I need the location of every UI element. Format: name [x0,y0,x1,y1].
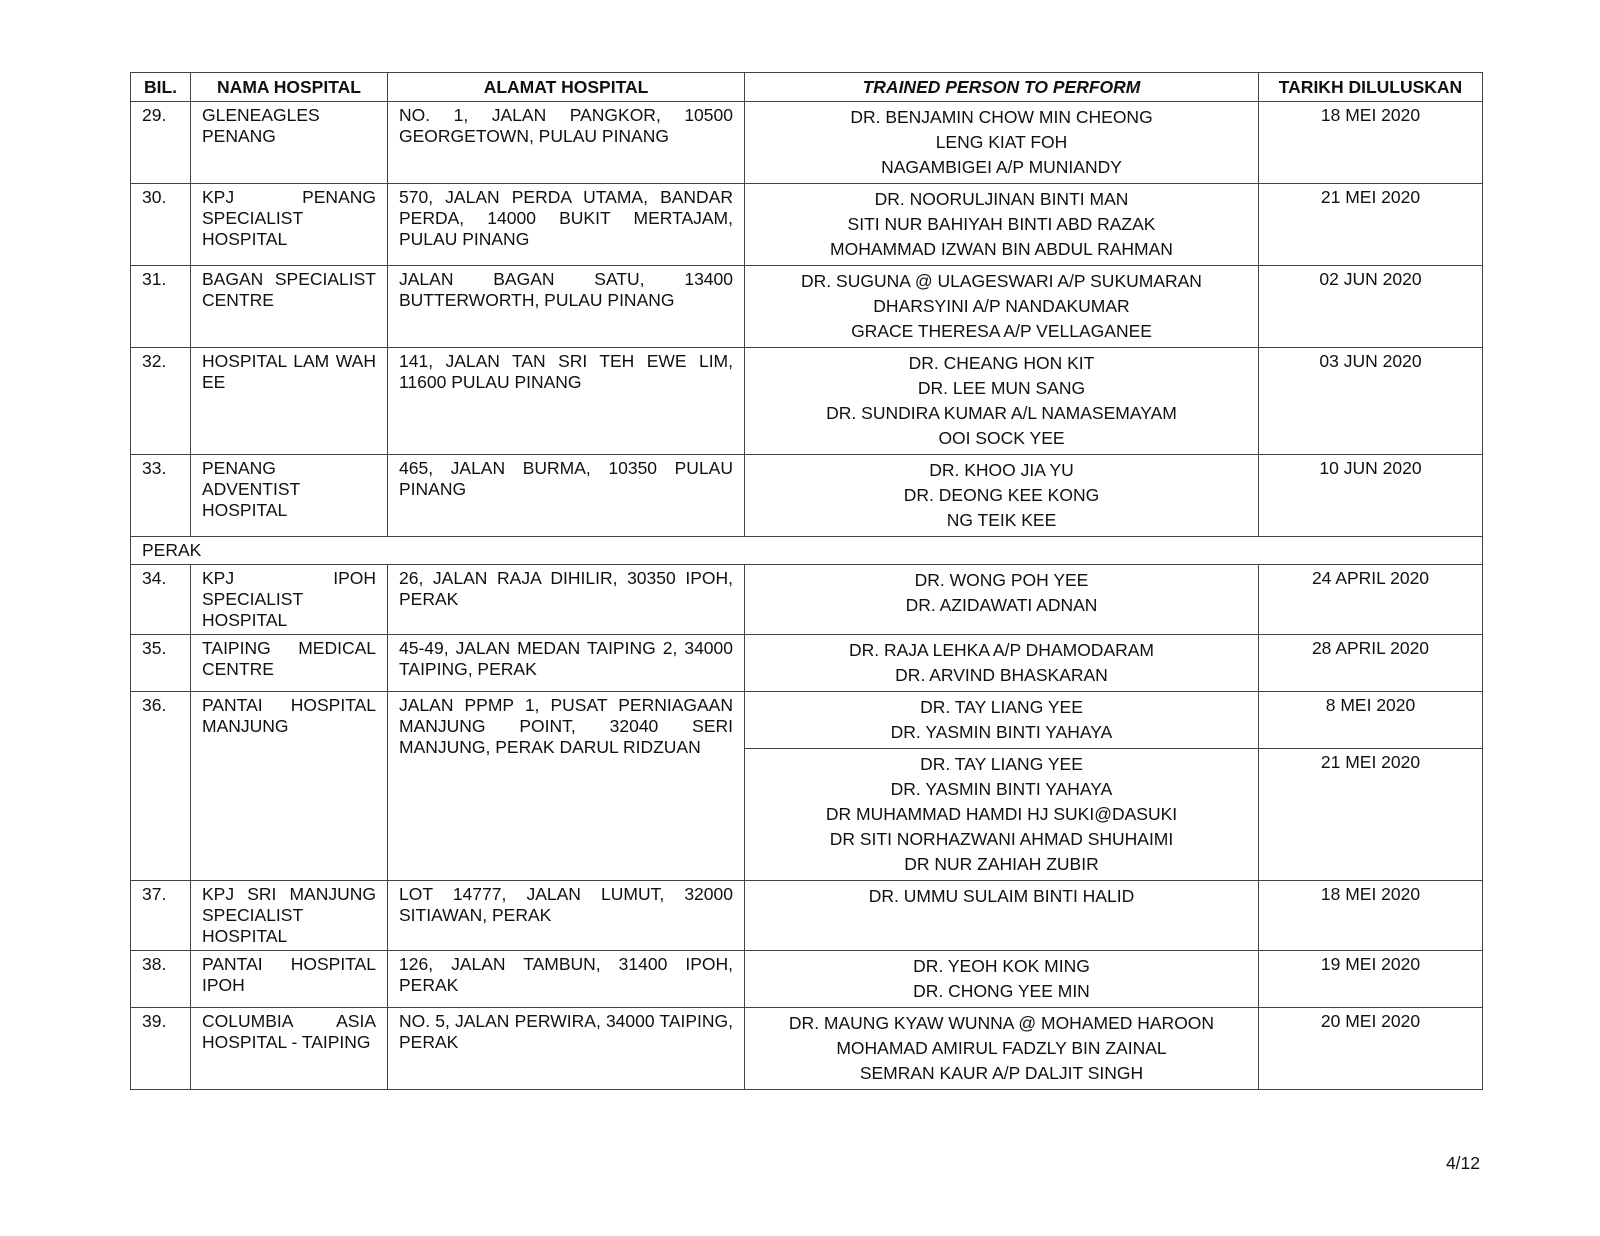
table-row [131,266,1483,348]
trained-person-name: DR. SUNDIRA KUMAR A/L NAMASEMAYAM [826,403,1177,423]
trained-person-name: SITI NUR BAHIYAH BINTI ABD RAZAK [847,214,1156,234]
cell-approval-date: 19 MEI 2020 [1259,951,1483,1008]
trained-person-name: OOI SOCK YEE [938,428,1065,448]
trained-person-name: DR. SUGUNA @ ULAGESWARI A/P SUKUMARAN [801,271,1202,291]
cell-approval-date: 18 MEI 2020 [1259,102,1483,184]
cell-approval-date: 10 JUN 2020 [1259,455,1483,537]
trained-person-name: DR. NOORULJINAN BINTI MAN [874,189,1129,209]
cell-approval-date: 28 APRIL 2020 [1259,635,1483,692]
cell-approval-date: 24 APRIL 2020 [1259,565,1483,635]
cell-approval-date: 03 JUN 2020 [1259,348,1483,455]
cell-hospital-address: 141, JALAN TAN SRI TEH EWE LIM, 11600 PULAU PINANG [388,348,745,455]
cell-trained-persons [745,881,1259,951]
trained-person-name: DR NUR ZAHIAH ZUBIR [904,854,1099,874]
cell-bil: 38. [131,951,191,1008]
cell-approval-date: 21 MEI 2020 [1259,184,1483,266]
cell-hospital-address: LOT 14777, JALAN LUMUT, 32000 SITIAWAN, PERAK [388,881,745,951]
cell-hospital-address: 26, JALAN RAJA DIHILIR, 30350 IPOH, PERAK [388,565,745,635]
cell-bil: 32. [131,348,191,455]
trained-person-name: DR. YASMIN BINTI YAHAYA [890,722,1113,742]
cell-hospital-name: PANTAI HOSPITAL IPOH [191,951,388,1008]
header-bil: BIL. [131,73,191,102]
table-body [131,102,1483,1090]
cell-hospital-name: TAIPING MEDICAL CENTRE [191,635,388,692]
trained-person-name: DR. CHONG YEE MIN [913,981,1090,1001]
cell-hospital-address: JALAN PPMP 1, PUSAT PERNIAGAAN MANJUNG POINT, 32040 SERI MANJUNG, PERAK DARUL RIDZUAN [388,692,745,881]
cell-bil: 35. [131,635,191,692]
cell-hospital-address: 465, JALAN BURMA, 10350 PULAU PINANG [388,455,745,537]
trained-person-name: DR. TAY LIANG YEE [920,697,1083,717]
header-approval-date: TARIKH DILULUSKAN [1259,73,1483,102]
trained-person-name: DR. DEONG KEE KONG [903,485,1100,505]
header-hospital-address: ALAMAT HOSPITAL [388,73,745,102]
cell-hospital-name: COLUMBIA ASIA HOSPITAL - TAIPING [191,1008,388,1090]
trained-person-name: NG TEIK KEE [946,510,1057,530]
section-row [131,537,1483,565]
trained-person-name: MOHAMMAD IZWAN BIN ABDUL RAHMAN [830,239,1173,259]
trained-person-name: DR. RAJA LEHKA A/P DHAMODARAM [848,640,1155,660]
cell-trained-persons [745,184,1259,266]
cell-hospital-name: HOSPITAL LAM WAH EE [191,348,388,455]
table-row [131,881,1483,951]
cell-bil: 37. [131,881,191,951]
table-row [131,102,1483,184]
cell-bil: 34. [131,565,191,635]
section-label-text: PERAK [142,540,202,560]
cell-trained-persons [745,692,1259,749]
header-hospital-name: NAMA HOSPITAL [191,73,388,102]
cell-approval-date: 21 MEI 2020 [1259,749,1483,881]
cell-bil: 29. [131,102,191,184]
cell-trained-persons [745,749,1259,881]
cell-hospital-address: 45-49, JALAN MEDAN TAIPING 2, 34000 TAIPING, PERAK [388,635,745,692]
section-label [131,537,1483,565]
trained-person-name: LENG KIAT FOH [935,132,1068,152]
trained-person-name: SEMRAN KAUR A/P DALJIT SINGH [859,1063,1144,1083]
cell-hospital-address: NO. 1, JALAN PANGKOR, 10500 GEORGETOWN, PULAU PINANG [388,102,745,184]
table-row [131,184,1483,266]
cell-trained-persons [745,1008,1259,1090]
cell-trained-persons [745,348,1259,455]
cell-trained-persons [745,266,1259,348]
cell-trained-persons [745,635,1259,692]
trained-person-name: DR SITI NORHAZWANI AHMAD SHUHAIMI [829,829,1174,849]
cell-hospital-address: 570, JALAN PERDA UTAMA, BANDAR PERDA, 14000 BUKIT MERTAJAM, PULAU PINANG [388,184,745,266]
cell-hospital-name: KPJ SRI MANJUNG SPECIALIST HOSPITAL [191,881,388,951]
cell-hospital-name: PANTAI HOSPITAL MANJUNG [191,692,388,881]
trained-person-name: DR. ARVIND BHASKARAN [895,665,1108,685]
trained-person-name: DR. TAY LIANG YEE [920,754,1083,774]
trained-person-name: DR. YASMIN BINTI YAHAYA [890,779,1113,799]
trained-person-name: GRACE THERESA A/P VELLAGANEE [851,321,1152,341]
trained-person-name: DR. CHEANG HON KIT [908,353,1095,373]
cell-bil: 39. [131,1008,191,1090]
header-trained-person: TRAINED PERSON TO PERFORM [745,73,1259,102]
cell-trained-persons [745,102,1259,184]
cell-approval-date: 20 MEI 2020 [1259,1008,1483,1090]
cell-hospital-address: 126, JALAN TAMBUN, 31400 IPOH, PERAK [388,951,745,1008]
trained-person-name: DR MUHAMMAD HAMDI HJ SUKI@DASUKI [825,804,1178,824]
cell-hospital-address: NO. 5, JALAN PERWIRA, 34000 TAIPING, PERAK [388,1008,745,1090]
table-row [131,692,1483,749]
cell-bil: 31. [131,266,191,348]
trained-person-name: MOHAMAD AMIRUL FADZLY BIN ZAINAL [836,1038,1167,1058]
cell-trained-persons [745,951,1259,1008]
cell-approval-date: 8 MEI 2020 [1259,692,1483,749]
cell-hospital-name: PENANG ADVENTIST HOSPITAL [191,455,388,537]
cell-bil: 33. [131,455,191,537]
cell-bil: 36. [131,692,191,881]
hospital-table [130,72,1483,1090]
trained-person-name: DR. UMMU SULAIM BINTI HALID [868,886,1135,906]
page-number: 4/12 [1445,1153,1480,1173]
cell-hospital-name: GLENEAGLES PENANG [191,102,388,184]
trained-person-name: DR. WONG POH YEE [914,570,1089,590]
trained-person-name: DR. KHOO JIA YU [929,460,1074,480]
table-row [131,1008,1483,1090]
table-row [131,455,1483,537]
trained-person-name: DR. LEE MUN SANG [917,378,1086,398]
trained-person-name: NAGAMBIGEI A/P MUNIANDY [881,157,1122,177]
cell-hospital-name: BAGAN SPECIALIST CENTRE [191,266,388,348]
cell-bil: 30. [131,184,191,266]
trained-person-name: DR. MAUNG KYAW WUNNA @ MOHAMED HAROON [788,1013,1215,1033]
cell-approval-date: 02 JUN 2020 [1259,266,1483,348]
cell-trained-persons [745,565,1259,635]
trained-person-name: DR. YEOH KOK MING [913,956,1090,976]
table-header-row [131,73,1483,102]
cell-trained-persons [745,455,1259,537]
table-row [131,565,1483,635]
cell-hospital-address: JALAN BAGAN SATU, 13400 BUTTERWORTH, PULAU PINANG [388,266,745,348]
cell-hospital-name: KPJ IPOH SPECIALIST HOSPITAL [191,565,388,635]
table-row [131,951,1483,1008]
trained-person-name: DR. BENJAMIN CHOW MIN CHEONG [850,107,1153,127]
cell-hospital-name: KPJ PENANG SPECIALIST HOSPITAL [191,184,388,266]
trained-person-name: DHARSYINI A/P NANDAKUMAR [873,296,1130,316]
trained-person-name: DR. AZIDAWATI ADNAN [905,595,1098,615]
table-row [131,635,1483,692]
cell-approval-date: 18 MEI 2020 [1259,881,1483,951]
table-row [131,348,1483,455]
